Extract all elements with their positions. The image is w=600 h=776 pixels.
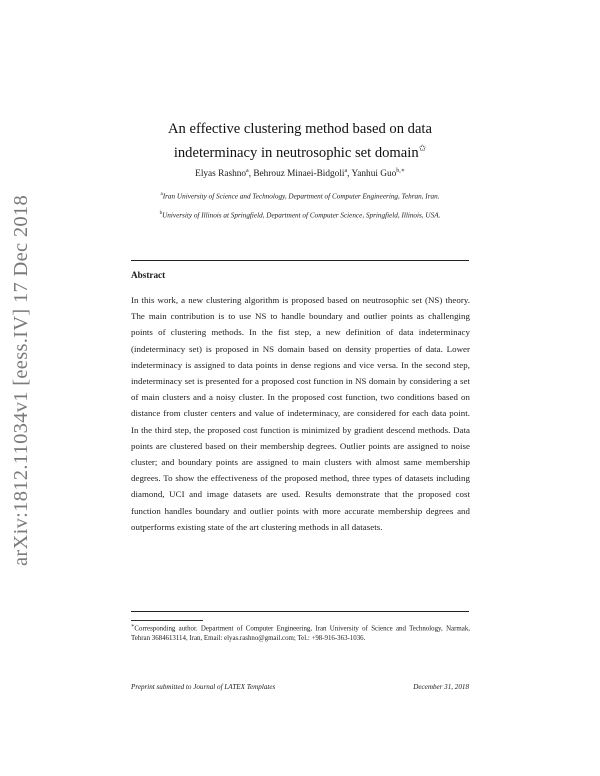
author-affil-mark: a bbox=[344, 168, 348, 174]
abstract-heading: Abstract bbox=[131, 270, 166, 280]
arxiv-identifier: arXiv:1812.11034v1 [eess.IV] 17 Dec 2018 bbox=[10, 194, 33, 566]
footnote bbox=[131, 622, 470, 643]
title-star-mark: ✩ bbox=[418, 143, 427, 153]
author-affil-mark: a bbox=[246, 168, 249, 174]
affiliation-text: Iran University of Science and Technology, Department of Computer Engineering, Tehran, Iran. bbox=[162, 192, 440, 201]
affiliation-label: a bbox=[160, 192, 163, 197]
affiliation-b bbox=[130, 209, 470, 221]
preprint-date: December 31, 2018 bbox=[413, 683, 469, 691]
abstract-bottom-rule bbox=[131, 611, 469, 612]
affiliation-label: b bbox=[159, 211, 163, 216]
affiliation-text: University of Illinois at Springfield, Department of Computer Science, Springfield, Illinois, USA. bbox=[162, 211, 441, 220]
paper-title bbox=[130, 120, 470, 163]
title-line-2-text: indeterminacy in neutrosophic set domain bbox=[173, 144, 419, 161]
author-name: Elyas Rashno bbox=[195, 169, 247, 180]
footnote-mark: ∗ bbox=[131, 624, 135, 629]
footnote-rule bbox=[131, 620, 203, 621]
author-name: Behrouz Minaei-Bidgoli bbox=[253, 169, 345, 180]
footnote-text: Corresponding author. Department of Computer Engineering, Iran University of Science and Technology, Narmak, Tehran 3684613114, Iran, Email: elyas.rashno@gmail.com; Tel.: +98-916-363-1036. bbox=[131, 625, 470, 642]
abstract-top-rule bbox=[131, 260, 469, 261]
preprint-note: Preprint submitted to Journal of LATEX Templates bbox=[131, 683, 276, 691]
author-name: Yanhui Guo bbox=[351, 169, 397, 180]
title-line-1: An effective clustering method based on data bbox=[168, 121, 432, 137]
abstract-text: In this work, a new clustering algorithm is proposed based on neutrosophic set (NS) theory. The main contribution is to use NS to handle boundary and outlier points as challenging points of clustering methods. In the fist step, a new definition of data indeterminacy (indeterminacy set) is proposed in NS domain based on density properties of data. Lower indeterminacy is assigned to data points in dense regions and vice versa. In the second step, indeterminacy set is presented for a proposed cost function in NS domain by considering a set of main clusters and a noisy cluster. In the proposed cost function, two conditions based on distance from cluster centers and value of indeterminacy, are considered for each data point. In the third step, the proposed cost function is minimized by gradient descend methods. Data points are clustered based on their membership degrees. Outlier points are assigned to noise cluster; and boundary points are assigned to main clusters with almost same membership degrees. To show the effectiveness of the proposed method, three types of datasets including diamond, UCI and image datasets are used. Results demonstrate that the proposed cost function handles boundary and outlier points with more accurate membership degrees and outperforms existing state of the art clustering methods in all datasets. bbox=[131, 295, 470, 532]
affiliation-a bbox=[130, 190, 470, 202]
title-line-2 bbox=[130, 139, 470, 163]
author-list bbox=[130, 165, 470, 180]
author-separator: , bbox=[347, 169, 352, 180]
author-separator: , bbox=[248, 169, 254, 180]
arxiv-side-stamp bbox=[4, 180, 40, 580]
author-affil-mark: b,∗ bbox=[396, 168, 405, 174]
